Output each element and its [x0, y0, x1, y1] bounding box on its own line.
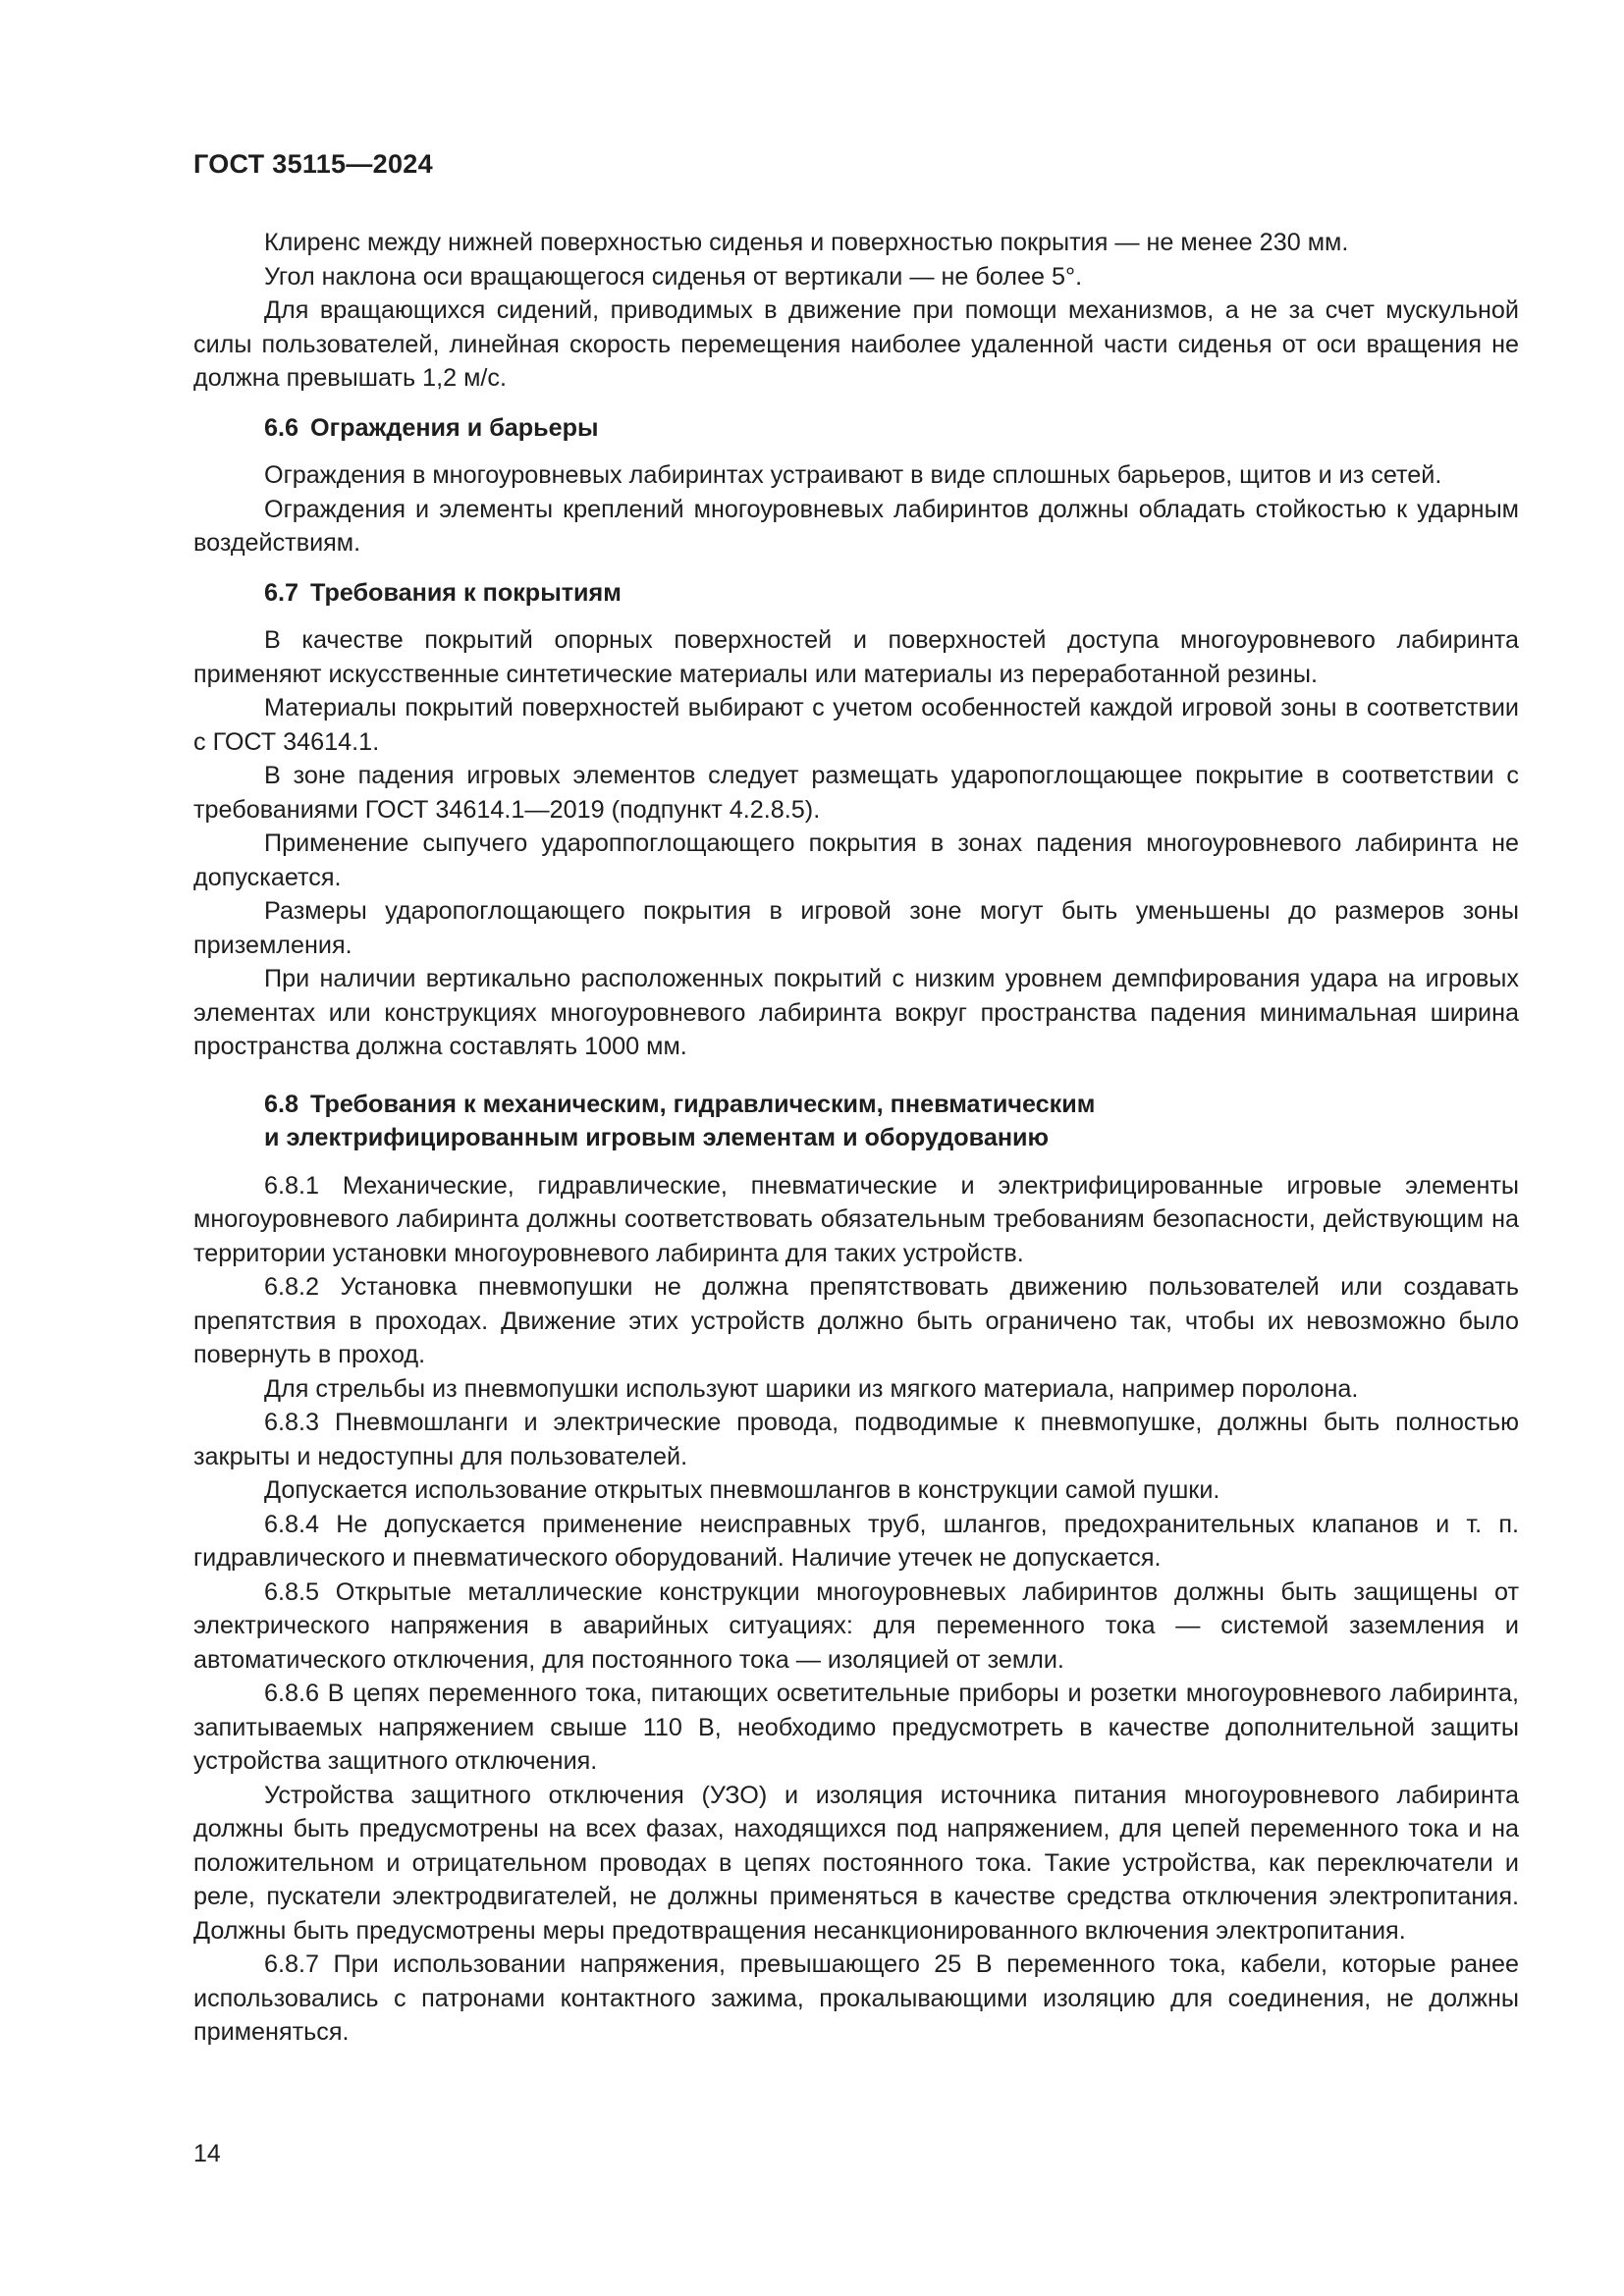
paragraph: Применение сыпучего удароппоглощающего покрытия в зонах падения многоуровневого лабиринта не допускается. — [193, 829, 1519, 891]
section-number: 6.8 — [264, 1090, 299, 1118]
section-title: Ограждения и барьеры — [310, 413, 599, 442]
paragraph: Ограждения и элементы креплений многоуровневых лабиринтов должны обладать стойкостью к ударным воздействиям. — [193, 495, 1519, 557]
paragraph: Для вращающихся сидений, приводимых в движение при помощи механизмов, а не за счет мускульной силы пользователей, линейная скорость перемещения наиболее удаленной части сиденья от оси вращения не должна превышать 1,2 м/с. — [193, 296, 1519, 392]
paragraph: Размеры ударопоглощающего покрытия в игровой зоне могут быть уменьшены до размеров зоны приземления. — [193, 897, 1519, 959]
paragraph: 6.8.2 Установка пневмопушки не должна препятствовать движению пользователей или создавать препятствия в проходах. Движение этих устройств должно быть ограничено так, чтобы их невозможно было повернуть в проход. — [193, 1273, 1519, 1368]
page-number: 14 — [193, 2140, 221, 2167]
section-heading-6-7 — [264, 576, 1519, 611]
paragraph: Материалы покрытий поверхностей выбирают с учетом особенностей каждой игровой зоны в соответствии с ГОСТ 34614.1. — [193, 694, 1519, 756]
paragraph: 6.8.7 При использовании напряжения, превышающего 25 В переменного тока, кабели, которые ранее использовались с патронами контактного зажима, прокалывающими изоляцию для соединения, не должны применяться. — [193, 1950, 1519, 2046]
section-title: Требования к покрытиям — [310, 578, 622, 607]
paragraph: 6.8.6 В цепях переменного тока, питающих осветительные приборы и розетки многоуровневого лабиринта, запитываемых напряжением свыше 110 В, необходимо предусмотреть в качестве дополнительной защиты устройства защитного отключения. — [193, 1680, 1519, 1775]
section-heading-6-8 — [264, 1088, 1519, 1155]
paragraph: Устройства защитного отключения (УЗО) и изоляция источника питания многоуровневого лабиринта должны быть предусмотрены на всех фазах, находящихся под напряжением, для цепей переменного тока и на положительном и отрицательном проводах в цепях постоянного тока. Такие устройства, как переключатели и реле, пускатели электродвигателей, не должны применяться в качестве средства отключения электропитания. Должны быть предусмотрены меры предотвращения несанкционированного включения электропитания. — [193, 1781, 1519, 1945]
paragraph: Допускается использование открытых пневмошлангов в конструкции самой пушки. — [264, 1476, 1220, 1504]
section-title-line2: и электрифицированным игровым элементам и оборудованию — [264, 1124, 1050, 1151]
paragraph: 6.8.1 Механические, гидравлические, пневматические и электрифицированные игровые элементы многоуровневого лабиринта должны соответствовать обязательным требованиям безопасности, действующим на территории установки многоуровневого лабиринта для таких устройств. — [193, 1171, 1519, 1267]
paragraph: При наличии вертикально расположенных покрытий с низким уровнем демпфирования удара на игровых элементах или конструкциях многоуровневого лабиринта вокруг пространства падения минимальная ширина пространства должна составлять 1000 мм. — [193, 965, 1519, 1060]
section-number: 6.7 — [264, 578, 299, 607]
section-heading-6-6 — [264, 411, 1519, 446]
document-header: ГОСТ 35115—2024 — [193, 149, 433, 179]
paragraph: Для стрельбы из пневмопушки используют шарики из мягкого материала, например поролона. — [264, 1374, 1359, 1403]
section-number: 6.6 — [264, 413, 299, 442]
paragraph: 6.8.3 Пневмошланги и электрические провода, подводимые к пневмопушке, должны быть полностью закрыты и недоступны для пользователей. — [193, 1409, 1519, 1470]
paragraph: 6.8.4 Не допускается применение неисправных труб, шлангов, предохранительных клапанов и т. п. гидравлического и пневматического оборудований. Наличие утечек не допускается. — [193, 1510, 1519, 1572]
document-body — [193, 226, 1519, 2050]
paragraph: В зоне падения игровых элементов следует размещать ударопоглощающее покрытие в соответствии с требованиями ГОСТ 34614.1—2019 (подпункт 4.2.8.5). — [193, 762, 1519, 824]
paragraph: 6.8.5 Открытые металлические конструкции многоуровневых лабиринтов должны быть защищены от электрического напряжения в аварийных ситуациях: для переменного тока — системой заземления и автоматического отключения, для постоянного тока — изоляцией от земли. — [193, 1577, 1519, 1674]
paragraph: Клиренс между нижней поверхностью сиденья и поверхностью покрытия — не менее 230 мм. — [264, 229, 1349, 256]
paragraph: Ограждения в многоуровневых лабиринтах устраивают в виде сплошных барьеров, щитов и из сетей. — [264, 461, 1442, 489]
section-title-line1: Требования к механическим, гидравлическим, пневматическим — [310, 1090, 1096, 1118]
paragraph: В качестве покрытий опорных поверхностей и поверхностей доступа многоуровневого лабиринта применяют искусственные синтетические материалы или материалы из переработанной резины. — [193, 626, 1519, 688]
paragraph: Угол наклона оси вращающегося сиденья от вертикали — не более 5°. — [264, 262, 1083, 291]
